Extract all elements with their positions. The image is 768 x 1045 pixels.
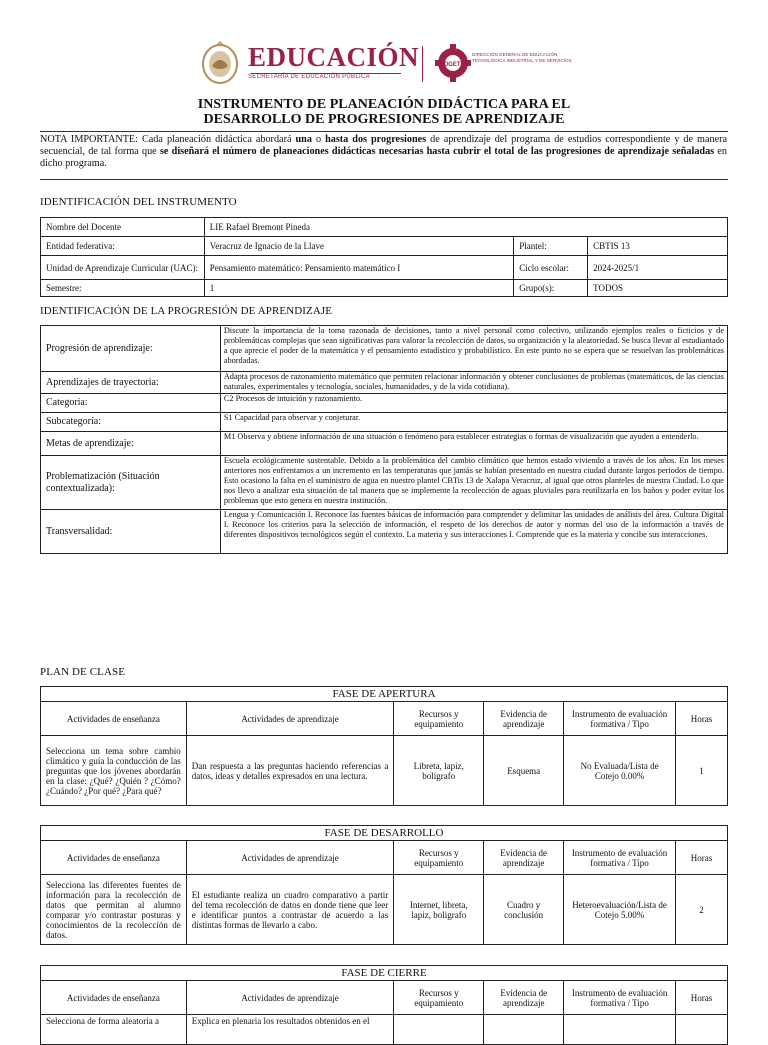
- progresion-label: Progresión de aprendizaje:: [41, 326, 221, 372]
- dgeti-text: DIRECCIÓN GENERAL DE EDUCACIÓN TECNOLÓGICA INDUSTRIAL Y DE SERVICIOS: [472, 52, 572, 63]
- vertical-divider: [422, 46, 423, 82]
- cierre-aprendizaje: Explica en plenaria los resultados obtenidos en el: [186, 1015, 394, 1045]
- ciclo-value: 2024-2025/1: [588, 256, 728, 280]
- entidad-value: Veracruz de Ignacio de la Llave: [204, 237, 513, 256]
- col-horas: Horas: [676, 841, 728, 875]
- problematizacion-value: Escuela ecológicamente sustentable. Debido a la problemática del cambio climático que hemos estado viviendo a través de los años. En los meses anteriores nos enfrentamos a un incremento en las temperaturas que jamás se habían presentado en nuestra ciudad durante largos periodos de tiempo. Esto ocasiono la falta en el suministro de agua en nuestro plantel CBTis 13 de Xalapa Veracruz, al igual que otros planteles de nuestra Ciudad. Lo que nos llevo a analizar esta situación de tal manera que se implemente la recolección de aguas pluviales para reutilizarla en los baños y poder evitar los problemas que esto genera en nuestra institución.: [220, 456, 727, 510]
- categoria-value: C2 Procesos de intuición y razonamiento.: [220, 394, 727, 413]
- desarrollo-evidencia: Cuadro y conclusión: [484, 875, 564, 945]
- phase-desarrollo-title: FASE DE DESARROLLO: [41, 826, 728, 841]
- col-horas: Horas: [676, 981, 728, 1015]
- ciclo-label: Ciclo escolar:: [514, 256, 588, 280]
- logo-subtitle: SECRETARÍA DE EDUCACIÓN PÚBLICA: [248, 74, 370, 80]
- col-aprendizaje: Actividades de aprendizaje: [186, 981, 394, 1015]
- logo-text: EDUCACIÓN: [248, 42, 420, 72]
- col-aprendizaje: Actividades de aprendizaje: [186, 841, 394, 875]
- cierre-evidencia: [484, 1015, 564, 1045]
- national-seal-icon: [200, 40, 240, 86]
- semestre-label: Semestre:: [41, 280, 205, 297]
- docente-label: Nombre del Docente: [41, 218, 205, 237]
- section-identificacion-progresion: IDENTIFICACIÓN DE LA PROGRESIÓN DE APRENDIZAJE: [40, 305, 333, 317]
- desarrollo-aprendizaje: El estudiante realiza un cuadro comparativo a partir del tema recolección de datos en donde tiene que leer e identificar puntos a contrastar de acuerdo a las distintas formas de llevarlo a cabo.: [186, 875, 394, 945]
- categoria-label: Categoría:: [41, 394, 221, 413]
- uac-value: Pensamiento matemático: Pensamiento matemático I: [204, 256, 513, 280]
- grupo-label: Grupo(s):: [514, 280, 588, 297]
- col-recursos: Recursos y equipamiento: [394, 841, 484, 875]
- apertura-ensenanza: Selecciona un tema sobre cambio climático y guía la conducción de las preguntas que los jóvenes abordarán en la clase: ¿Qué? ¿Quién ? ¿Cómo? ¿Cuándo? ¿Por qué? ¿Para qué?: [41, 736, 187, 806]
- col-ensenanza: Actividades de enseñanza: [41, 981, 187, 1015]
- cierre-recursos: [394, 1015, 484, 1045]
- apertura-evidencia: Esquema: [484, 736, 564, 806]
- metas-label: Metas de aprendizaje:: [41, 432, 221, 456]
- desarrollo-instrumento: Heteroevaluación/Lista de Cotejo 5.00%: [564, 875, 676, 945]
- section-plan-de-clase: PLAN DE CLASE: [40, 666, 126, 678]
- col-instrumento: Instrumento de evaluación formativa / Tipo: [564, 841, 676, 875]
- note-rule: [40, 179, 728, 180]
- col-evidencia: Evidencia de aprendizaje: [484, 841, 564, 875]
- plantel-value: CBTIS 13: [588, 237, 728, 256]
- trayectoria-label: Aprendizajes de trayectoria:: [41, 372, 221, 394]
- cierre-ensenanza: Selecciona de forma aleatoria a: [41, 1015, 187, 1045]
- problematizacion-label: Problematización (Situación contextualizada):: [41, 456, 221, 510]
- desarrollo-recursos: Internet, libreta, lapiz, boligrafo: [394, 875, 484, 945]
- desarrollo-ensenanza: Selecciona las diferentes fuentes de información para la recolección de datos que permitan al alumno comparar y/o contrastar posturas y conocimientos de la recolección de datos.: [41, 875, 187, 945]
- phase-apertura-title: FASE DE APERTURA: [41, 687, 728, 702]
- apertura-horas: 1: [676, 736, 728, 806]
- section-identificacion-instrumento: IDENTIFICACIÓN DEL INSTRUMENTO: [40, 196, 237, 208]
- col-ensenanza: Actividades de enseñanza: [41, 841, 187, 875]
- col-ensenanza: Actividades de enseñanza: [41, 702, 187, 736]
- svg-text:DGETI: DGETI: [443, 62, 463, 68]
- col-evidencia: Evidencia de aprendizaje: [484, 981, 564, 1015]
- phase-apertura-table: [40, 686, 728, 806]
- docente-value: LIE Rafael Bremont Pineda: [204, 218, 727, 237]
- cierre-horas: [676, 1015, 728, 1045]
- title-line-1: INSTRUMENTO DE PLANEACIÓN DIDÁCTICA PARA EL: [197, 97, 571, 112]
- document-title: [0, 97, 768, 127]
- ident-table: [40, 217, 728, 297]
- apertura-instrumento: No Evaluada/Lista de Cotejo 0.00%: [564, 736, 676, 806]
- phase-desarrollo-table: [40, 825, 728, 945]
- top-rule: [40, 131, 728, 132]
- transversalidad-value: Lengua y Comunicación I. Reconoce las fuentes básicas de información para comprender y delimitar las unidades de análisis del área. Cultura Digital I. Reconoce los criterios para la selección de información, el respeto de los derechos de autor y normas del uso de la información a través de diferentes dispositivos tecnológicos según el contexto. La materia y sus interacciones I. Comprende que es la materia y concibe sus interacciones.: [220, 510, 727, 554]
- note-lead: NOTA IMPORTANTE:: [40, 134, 138, 145]
- col-instrumento: Instrumento de evaluación formativa / Tipo: [564, 702, 676, 736]
- cierre-instrumento: [564, 1015, 676, 1045]
- col-aprendizaje: Actividades de aprendizaje: [186, 702, 394, 736]
- grupo-value: TODOS: [588, 280, 728, 297]
- desarrollo-horas: 2: [676, 875, 728, 945]
- col-recursos: Recursos y equipamiento: [394, 702, 484, 736]
- dgeti-gear-icon: [435, 44, 471, 82]
- subcategoria-label: Subcategoría:: [41, 413, 221, 432]
- title-line-2: DESARROLLO DE PROGRESIONES DE APRENDIZAJE: [203, 112, 565, 127]
- plantel-label: Plantel:: [514, 237, 588, 256]
- transversalidad-label: Transversalidad:: [41, 510, 221, 554]
- progression-table: [40, 325, 728, 554]
- phase-cierre-title: FASE DE CIERRE: [41, 966, 728, 981]
- col-instrumento: Instrumento de evaluación formativa / Tipo: [564, 981, 676, 1015]
- apertura-recursos: Libreta, lapiz, boligrafo: [394, 736, 484, 806]
- col-evidencia: Evidencia de aprendizaje: [484, 702, 564, 736]
- apertura-aprendizaje: Dan respuesta a las preguntas haciendo referencias a datos, ideas y detalles expresados en una lectura.: [186, 736, 394, 806]
- col-horas: Horas: [676, 702, 728, 736]
- header-logos: [200, 40, 580, 90]
- entidad-label: Entidad federativa:: [41, 237, 205, 256]
- important-note: NOTA IMPORTANTE: Cada planeación didáctica abordará una o hasta dos progresiones de aprendizaje del programa de estudios correspondiente y de manera secuencial, de tal forma que se diseñará el número de planeaciones didácticas necesarias hasta cubrir el total de las progresiones de aprendizaje señaladas en dicho programa.: [40, 134, 728, 169]
- uac-label: Unidad de Aprendizaje Curricular (UAC):: [41, 256, 205, 280]
- semestre-value: 1: [204, 280, 513, 297]
- progresion-value: Discute la importancia de la toma razonada de decisiones, tanto a nivel personal como colectivo, utilizando ejemplos reales o ficticios y de problemáticas complejas que sean significativas para valorar la recolección de datos, su organización y la aleatoriedad. Se busca llevar al estudiantado a que aprecie el poder de la matemática y el pensamiento estadístico y probabilístico. En este punto no se espera que se resuelvan las problemáticas abordadas.: [220, 326, 727, 372]
- metas-value: M1 Observa y obtiene información de una situación o fenómeno para establecer estrategias o formas de visualización que ayuden a entenderlo.: [220, 432, 727, 456]
- trayectoria-value: Adapta procesos de razonamiento matemático que permiten relacionar información y obtener conclusiones de problemas (matemáticos, de las ciencias naturales, experimentales y tecnología, sociales, humanidades, y de la vida cotidiana).: [220, 372, 727, 394]
- col-recursos: Recursos y equipamiento: [394, 981, 484, 1015]
- subcategoria-value: S1 Capacidad para observar y conjeturar.: [220, 413, 727, 432]
- phase-cierre-table: [40, 965, 728, 1045]
